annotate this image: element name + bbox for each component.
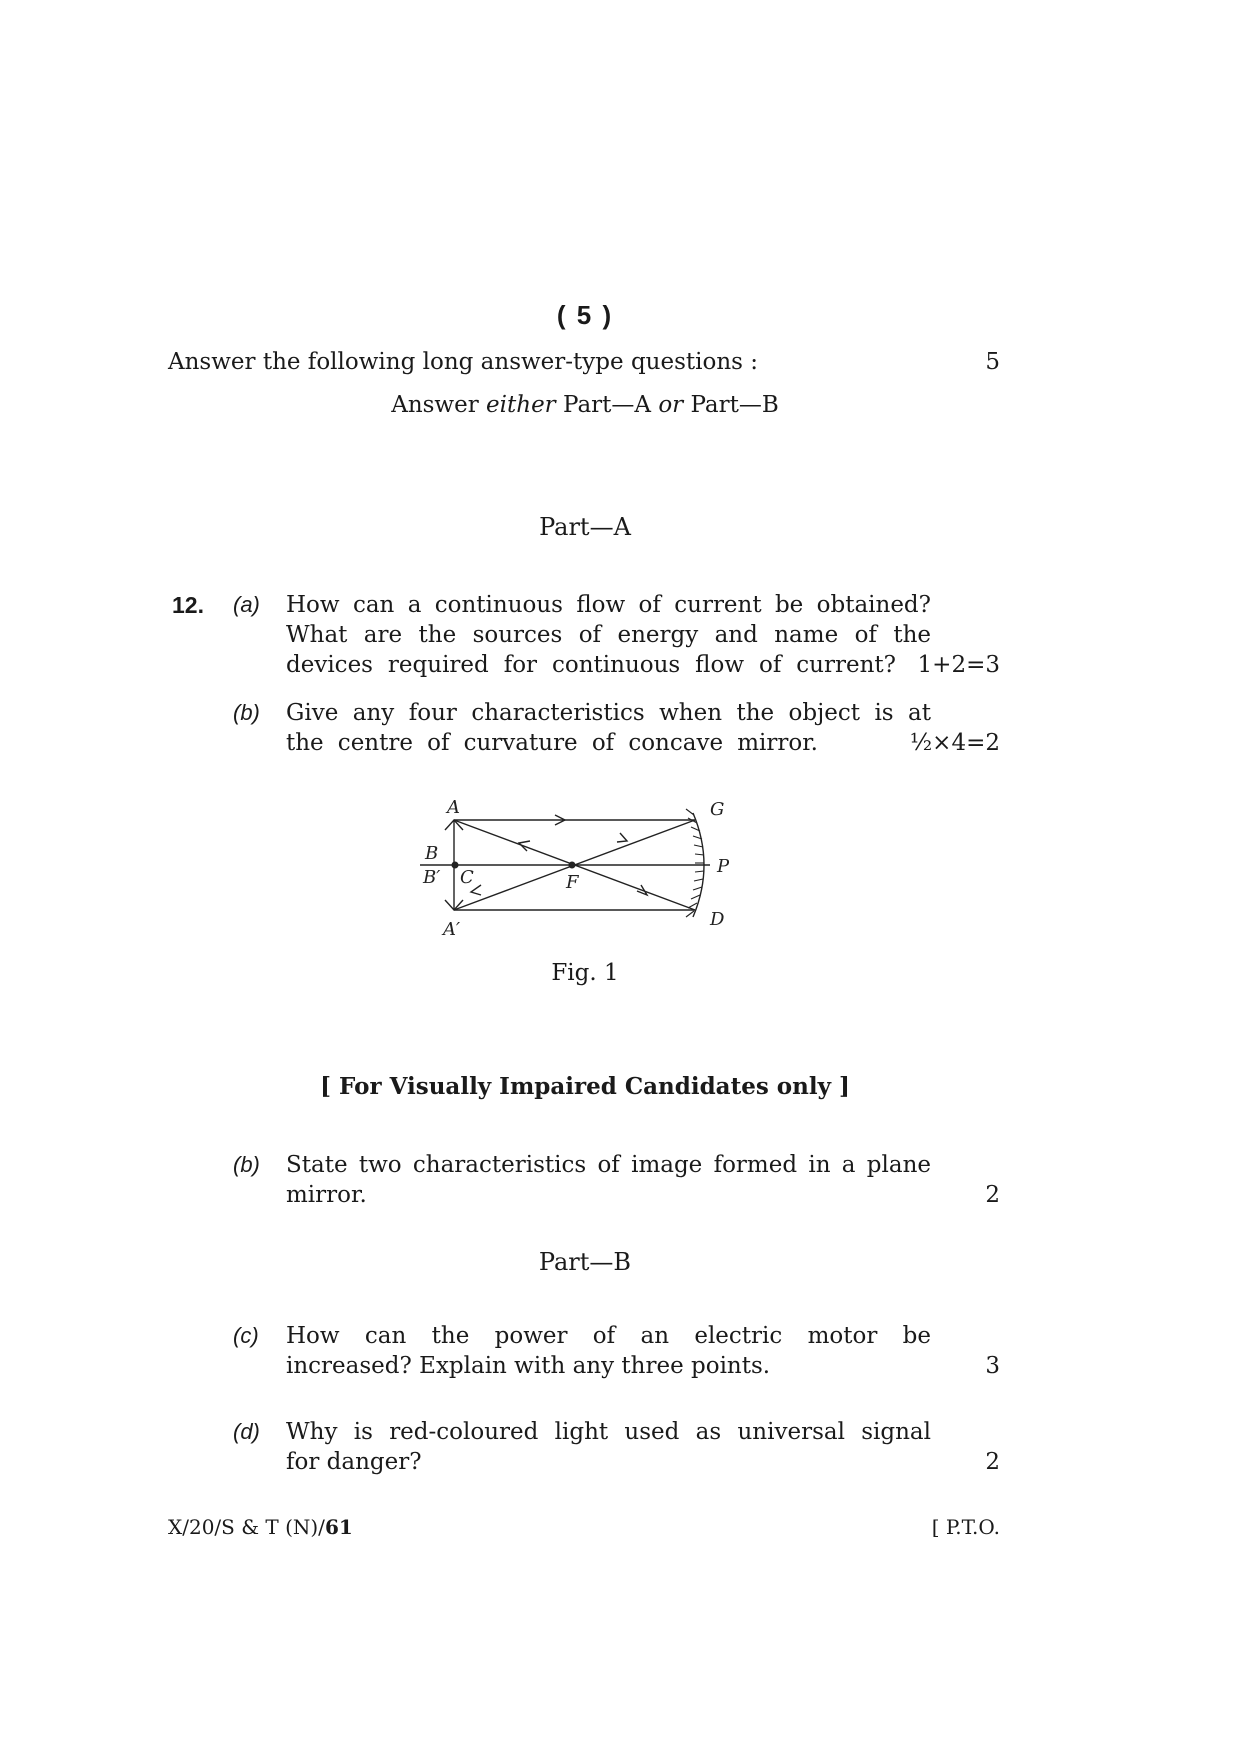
part-a-title: Part—A <box>539 513 631 541</box>
question-number: 12. <box>172 592 204 618</box>
figure-caption: Fig. 1 <box>551 960 619 986</box>
label-p: P <box>717 856 730 877</box>
footer-code-text: X/20/S & T (N)/ <box>168 1515 325 1539</box>
part-b-title: Part—B <box>538 1248 632 1276</box>
focus-point <box>569 862 576 869</box>
choice-line <box>0 390 1170 420</box>
choice-either: either <box>486 392 556 418</box>
footer-code-bold: 61 <box>324 1515 353 1539</box>
page-number: ( 5 ) <box>556 300 614 330</box>
label-d: D <box>710 909 725 930</box>
q-c-marks: 3 <box>985 1353 1000 1379</box>
q-a-label: (a) <box>233 592 260 617</box>
q-b-vi-marks: 2 <box>985 1182 1000 1208</box>
concave-mirror-ray-diagram <box>415 795 755 945</box>
q-d-line2: for danger? <box>286 1449 422 1475</box>
q-b-vi-line1: State two characteristics of image formed in a plane <box>286 1152 931 1178</box>
mirror-hatching <box>686 809 704 917</box>
q-d-marks: 2 <box>985 1449 1000 1475</box>
q-c-line2: increased? Explain with any three points. <box>286 1353 771 1379</box>
label-g: G <box>710 799 725 820</box>
q-a-marks: 1+2=3 <box>917 652 1000 678</box>
q-b-label: (b) <box>233 700 260 725</box>
q-b-line1: Give any four characteristics when the object is at <box>286 700 931 726</box>
label-b: B <box>425 843 439 864</box>
visually-impaired-heading: [ For Visually Impaired Candidates only ] <box>320 1073 850 1100</box>
footer-code <box>168 1515 353 1539</box>
point-b <box>452 862 459 869</box>
q-d-line1: Why is red-coloured light used as universal signal <box>286 1419 931 1445</box>
q-a-line2: What are the sources of energy and name of the <box>286 622 931 648</box>
arrow-g-ray-right <box>617 833 627 842</box>
q-b-line2: the centre of curvature of concave mirror. <box>286 730 818 756</box>
q-b-marks: ½×4=2 <box>909 730 1000 756</box>
label-a-prime: A′ <box>443 919 461 940</box>
label-a: A <box>447 797 460 818</box>
q-b-vi-line2: mirror. <box>286 1182 367 1208</box>
instruction-text: Answer the following long answer-type questions : <box>168 349 759 375</box>
choice-part-b: Part—B <box>690 392 779 418</box>
label-c: C <box>460 867 474 888</box>
label-f: F <box>566 872 579 893</box>
q-c-line1: How can the power of an electric motor be <box>286 1323 931 1349</box>
choice-or: or <box>658 392 684 418</box>
q-a-line1: How can a continuous flow of current be obtained? <box>286 592 931 618</box>
choice-answer: Answer <box>391 392 479 418</box>
q-c-label: (c) <box>233 1323 259 1348</box>
q-d-label: (d) <box>233 1419 260 1444</box>
choice-part-a: Part—A <box>563 392 652 418</box>
q-b-vi-label: (b) <box>233 1152 260 1177</box>
label-b-prime: B′ <box>423 867 441 888</box>
instruction-marks: 5 <box>985 349 1000 375</box>
q-a-line3: devices required for continuous flow of current? <box>286 652 896 678</box>
footer-pto: [ P.T.O. <box>931 1515 1000 1539</box>
